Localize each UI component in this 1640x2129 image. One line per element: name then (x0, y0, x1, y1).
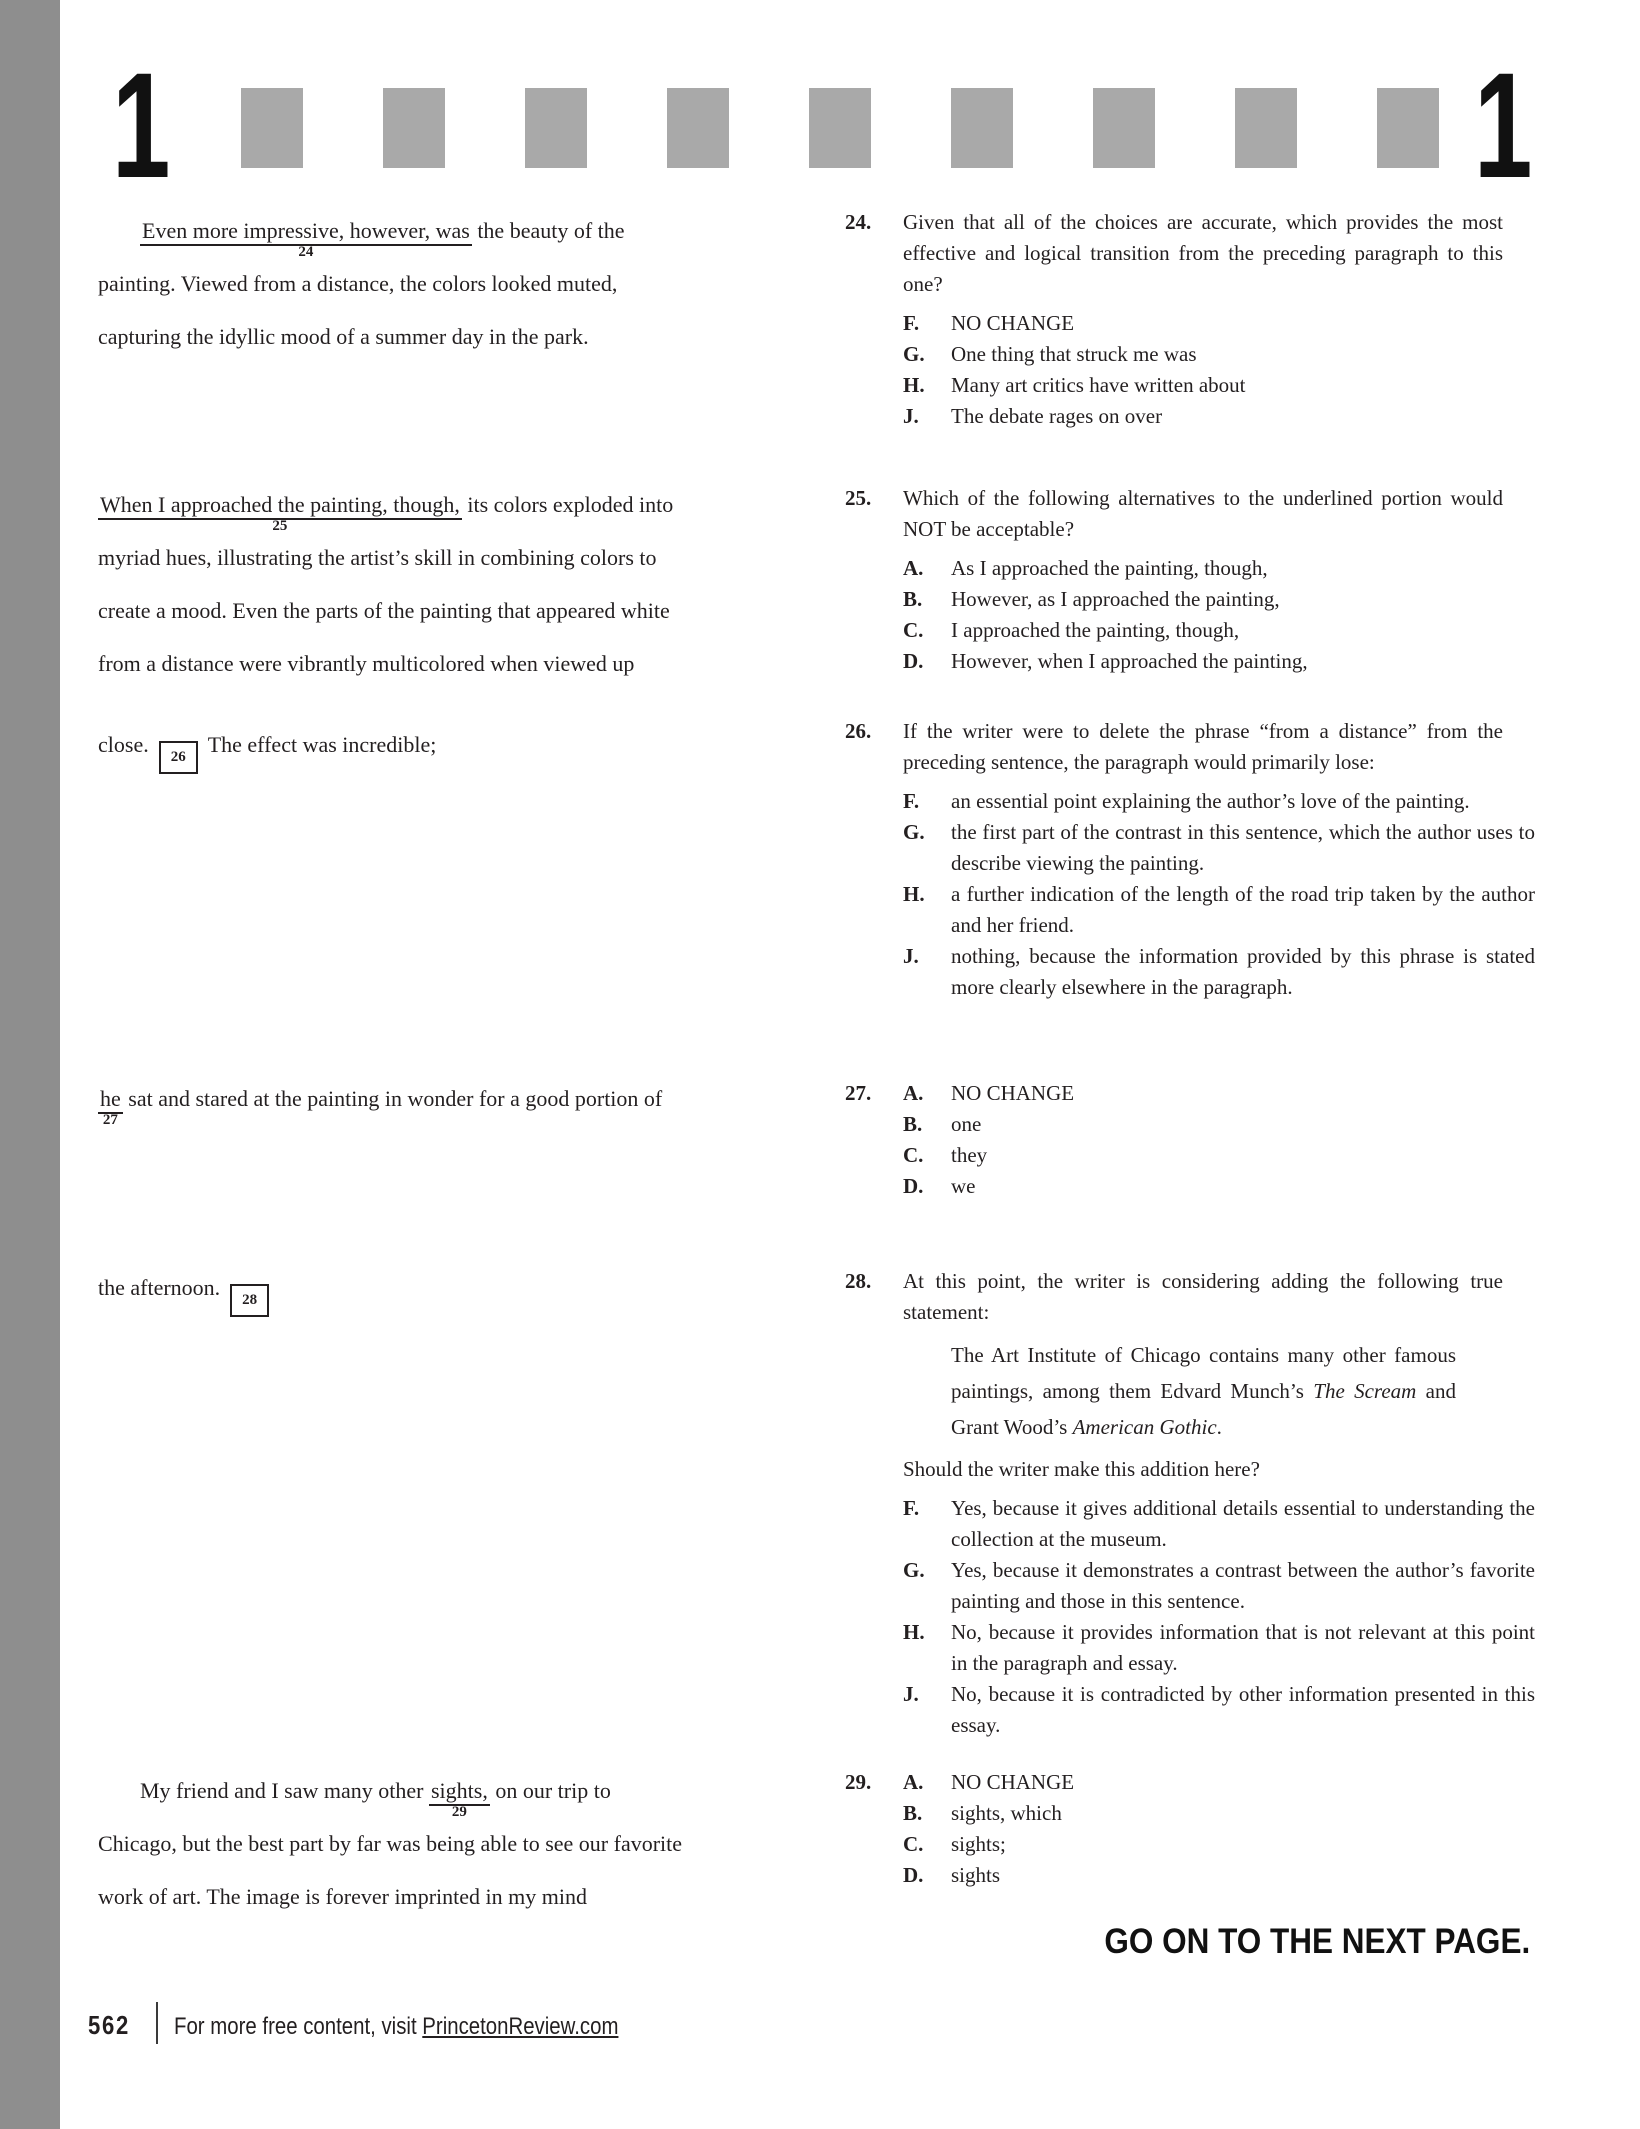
passage-text: its colors exploded into (461, 492, 674, 517)
question-number: 25. (845, 486, 872, 510)
option-a (903, 1767, 1535, 1798)
header-square (809, 88, 871, 168)
quoted-statement (951, 1337, 1456, 1445)
princeton-review-link[interactable]: PrincetonReview.com (422, 2013, 619, 2040)
option-j (903, 1679, 1535, 1741)
header-square (1093, 88, 1155, 168)
quote-text: The Art Institute of Chicago contains many other famous paintings, among them Edvard Munch’s (951, 1343, 1456, 1403)
option-letter: C. (903, 618, 924, 642)
option-text: I approached the painting, though, (951, 618, 1240, 642)
footer-divider (156, 2002, 158, 2044)
question-stem: At this point, the writer is considering adding the following true statement: (903, 1269, 1503, 1324)
option-letter: G. (903, 820, 925, 844)
option-text: No, because it provides information that is not relevant at this point in the paragraph and essay. (951, 1620, 1535, 1675)
option-text: sights, which (951, 1801, 1062, 1825)
quote-text: . (1216, 1415, 1222, 1439)
option-letter: H. (903, 373, 925, 397)
left-gray-bar (0, 0, 60, 2129)
option-text: Yes, because it demonstrates a contrast between the author’s favorite painting and those in this sentence. (951, 1558, 1535, 1613)
section-number-left: 1 (112, 41, 171, 209)
question-28 (845, 1266, 1535, 1741)
option-c (903, 1140, 1535, 1171)
passage-line (98, 1764, 788, 1820)
option-letter: B. (903, 1801, 923, 1825)
option-letter: J. (903, 944, 919, 968)
option-a (903, 1078, 1535, 1109)
header-square-row (241, 88, 1439, 168)
option-text: nothing, because the information provided by this phrase is stated more clearly elsewhere in the paragraph. (951, 944, 1535, 999)
passage-paragraph-2 (98, 478, 788, 774)
passage-text: The effect was incredible; (207, 732, 437, 757)
underlined-segment-24 (140, 218, 472, 260)
option-text: one (951, 1112, 982, 1136)
option-letter: C. (903, 1143, 924, 1167)
answer-options (903, 1767, 1535, 1891)
question-number: 27. (845, 1081, 872, 1105)
passage-line (98, 478, 788, 534)
underlined-text: he (100, 1086, 121, 1111)
option-b (903, 584, 1535, 615)
passage-line: painting. Viewed from a distance, the colors looked muted, (98, 271, 618, 296)
underlined-segment-29 (429, 1778, 490, 1820)
option-letter: G. (903, 1558, 925, 1582)
option-text: an essential point explaining the author’s love of the painting. (951, 789, 1470, 813)
passage-paragraph-5 (98, 1764, 788, 1923)
question-26 (845, 716, 1535, 1003)
option-text: sights; (951, 1832, 1006, 1856)
option-f (903, 1493, 1535, 1555)
option-text: NO CHANGE (951, 1770, 1075, 1794)
passage-text: on our trip to (489, 1778, 611, 1803)
option-f (903, 308, 1535, 339)
passage-text: the beauty of the (471, 218, 625, 243)
passage-line: work of art. The image is forever imprinted in my mind (98, 1884, 587, 1909)
option-letter: J. (903, 404, 919, 428)
underlined-text: Even more impressive, however, was (142, 218, 470, 243)
option-letter: F. (903, 1496, 920, 1520)
option-letter: B. (903, 1112, 923, 1136)
header-square (667, 88, 729, 168)
option-letter: D. (903, 1863, 924, 1887)
option-text: However, when I approached the painting, (951, 649, 1308, 673)
option-h (903, 1617, 1535, 1679)
passage-line: create a mood. Even the parts of the painting that appeared white (98, 598, 670, 623)
option-letter: B. (903, 587, 923, 611)
passage-line: myriad hues, illustrating the artist’s skill in combining colors to (98, 545, 657, 570)
question-stem: Which of the following alternatives to the underlined portion would NOT be acceptable? (903, 486, 1503, 541)
question-stem: Given that all of the choices are accurate, which provides the most effective and logical transition from the preceding paragraph to this one? (903, 210, 1503, 296)
passage-text: sat and stared at the painting in wonder for a good portion of (122, 1086, 663, 1111)
passage-line (98, 1072, 788, 1128)
option-text: NO CHANGE (951, 1081, 1075, 1105)
section-number-right: 1 (1474, 41, 1533, 209)
option-text: a further indication of the length of the road trip taken by the author and her friend. (951, 882, 1535, 937)
marker-24: 24 (298, 244, 314, 260)
quote-italic-title: The Scream (1313, 1379, 1417, 1403)
question-number: 26. (845, 719, 872, 743)
marker-29: 29 (451, 1804, 467, 1820)
header-square (951, 88, 1013, 168)
option-f (903, 786, 1535, 817)
passage-line: from a distance were vibrantly multicolored when viewed up (98, 651, 635, 676)
option-d (903, 1860, 1535, 1891)
option-text: the first part of the contrast in this sentence, which the author uses to describe viewing the painting. (951, 820, 1535, 875)
question-number: 28. (845, 1269, 872, 1293)
answer-options (903, 1078, 1535, 1202)
passage-text: My friend and I saw many other (140, 1778, 429, 1803)
option-letter: A. (903, 1081, 924, 1105)
option-letter: D. (903, 649, 924, 673)
passage-line: Chicago, but the best part by far was being able to see our favorite (98, 1831, 683, 1856)
option-j (903, 941, 1535, 1003)
footer-tagline (174, 2013, 618, 2041)
option-letter: H. (903, 1620, 925, 1644)
question-stem: If the writer were to delete the phrase “from a distance” from the preceding sentence, the paragraph would primarily lose: (903, 719, 1503, 774)
passage-line (98, 1261, 788, 1317)
page-number: 562 (88, 2010, 130, 2040)
option-h (903, 879, 1535, 941)
passage-paragraph-3 (98, 1072, 788, 1128)
option-text: Yes, because it gives additional details essential to understanding the collection at the museum. (951, 1496, 1535, 1551)
option-letter: J. (903, 1682, 919, 1706)
option-text: NO CHANGE (951, 311, 1075, 335)
option-letter: A. (903, 556, 924, 580)
option-b (903, 1109, 1535, 1140)
answer-options (903, 786, 1535, 1003)
underlined-text: When I approached the painting, though, (100, 492, 460, 517)
option-g (903, 817, 1535, 879)
header-square (1235, 88, 1297, 168)
option-letter: F. (903, 789, 920, 813)
passage-paragraph-4 (98, 1261, 788, 1317)
passage-text: the afternoon. (98, 1275, 221, 1300)
header-square (241, 88, 303, 168)
underlined-segment-27 (98, 1086, 123, 1128)
inline-question-box-28: 28 (230, 1284, 269, 1317)
question-followup: Should the writer make this addition here? (903, 1457, 1260, 1481)
option-c (903, 1829, 1535, 1860)
passage-paragraph-1 (98, 204, 788, 363)
inline-question-box-26: 26 (159, 741, 198, 774)
option-b (903, 1798, 1535, 1829)
option-j (903, 401, 1535, 432)
option-letter: G. (903, 342, 925, 366)
option-letter: C. (903, 1832, 924, 1856)
passage-text: close. (98, 732, 149, 757)
answer-options (903, 553, 1535, 677)
answer-options (903, 308, 1535, 432)
option-text: we (951, 1174, 976, 1198)
question-number: 29. (845, 1770, 872, 1794)
quote-italic-title: American Gothic (1072, 1415, 1217, 1439)
option-a (903, 553, 1535, 584)
header-square (525, 88, 587, 168)
option-text: sights (951, 1863, 1001, 1887)
quote-text: and Grant Wood’s (951, 1379, 1456, 1439)
tagline-text: For more free content, visit (174, 2013, 423, 2040)
question-24 (845, 207, 1535, 432)
option-c (903, 615, 1535, 646)
go-on-next-page-label: GO ON TO THE NEXT PAGE. (1104, 1922, 1530, 1961)
question-29 (845, 1767, 1535, 1891)
header-square (1377, 88, 1439, 168)
marker-27: 27 (102, 1112, 118, 1128)
marker-25: 25 (272, 518, 288, 534)
question-27 (845, 1078, 1535, 1202)
option-text: However, as I approached the painting, (951, 587, 1280, 611)
option-d (903, 646, 1535, 677)
option-letter: D. (903, 1174, 924, 1198)
underlined-text: sights, (430, 1778, 488, 1803)
underlined-segment-25 (98, 492, 462, 534)
option-letter: H. (903, 882, 925, 906)
passage-line (98, 204, 788, 260)
option-letter: F. (903, 311, 920, 335)
option-text: they (951, 1143, 988, 1167)
question-25 (845, 483, 1535, 677)
passage-line: capturing the idyllic mood of a summer day in the park. (98, 324, 589, 349)
option-text: As I approached the painting, though, (951, 556, 1268, 580)
option-h (903, 370, 1535, 401)
option-text: No, because it is contradicted by other information presented in this essay. (951, 1682, 1535, 1737)
question-number: 24. (845, 210, 872, 234)
header-square (383, 88, 445, 168)
option-text: Many art critics have written about (951, 373, 1246, 397)
answer-options (903, 1493, 1535, 1741)
option-letter: A. (903, 1770, 924, 1794)
option-text: One thing that struck me was (951, 342, 1197, 366)
option-g (903, 1555, 1535, 1617)
option-d (903, 1171, 1535, 1202)
passage-line (98, 718, 788, 774)
option-text: The debate rages on over (951, 404, 1163, 428)
option-g (903, 339, 1535, 370)
